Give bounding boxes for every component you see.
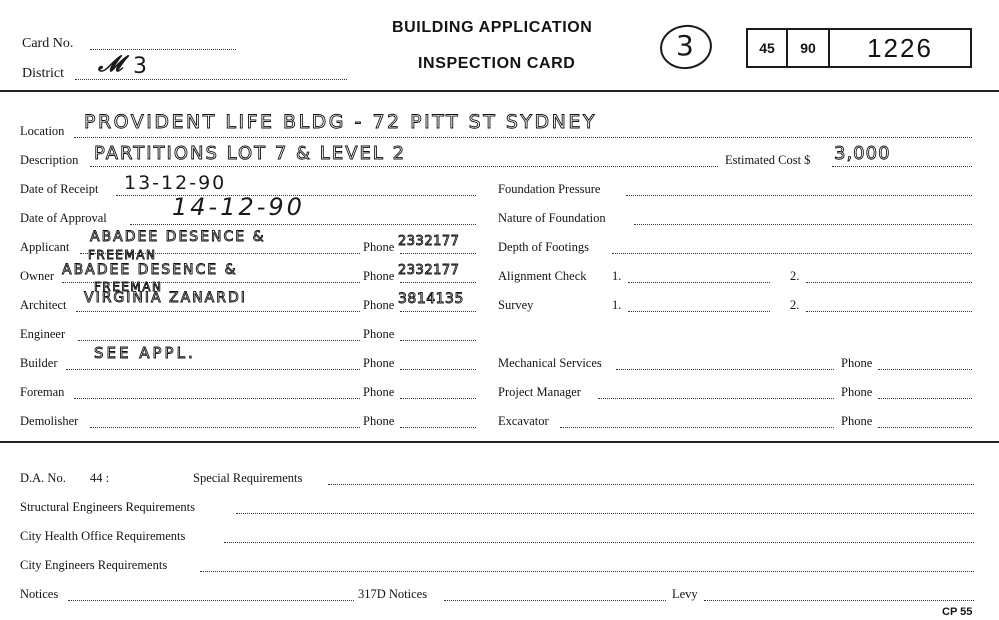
owner-phone-label: Phone [363, 269, 395, 283]
estimated-cost-field[interactable] [832, 166, 972, 167]
box-code-2: 90 [788, 30, 830, 66]
owner-value-line2: FREEMAN [94, 280, 163, 294]
demolisher-field[interactable] [90, 427, 360, 428]
nature-of-foundation-label: Nature of Foundation [498, 211, 606, 225]
applicant-value-line2: FREEMAN [88, 248, 157, 262]
survey-num-2: 2. [790, 298, 800, 312]
date-of-receipt-value: 13-12-90 [124, 172, 227, 194]
architect-label: Architect [20, 298, 67, 312]
alignment-check-num-2: 2. [790, 269, 800, 283]
builder-phone-label: Phone [363, 356, 395, 370]
special-requirements-label: Special Requirements [193, 471, 303, 485]
project-manager-phone-label: Phone [841, 385, 873, 399]
engineer-phone-label: Phone [363, 327, 395, 341]
date-of-receipt-label: Date of Receipt [20, 182, 99, 196]
architect-value: VIRGINIA ZANARDI [84, 290, 247, 306]
depth-of-footings-label: Depth of Footings [498, 240, 589, 254]
alignment-check-field-2[interactable] [806, 282, 972, 283]
district-label: District [22, 66, 64, 81]
architect-field[interactable] [76, 311, 360, 312]
applicant-phone-label: Phone [363, 240, 395, 254]
structural-requirements-field[interactable] [236, 513, 974, 514]
owner-phone-value: 2332177 [398, 263, 460, 278]
notices-317d-field[interactable] [444, 600, 666, 601]
header-divider [0, 90, 999, 92]
section-divider [0, 441, 999, 443]
card-no-label: Card No. [22, 36, 74, 51]
excavator-phone-field[interactable] [878, 427, 972, 428]
engineers-requirements-label: City Engineers Requirements [20, 558, 168, 572]
demolisher-label: Demolisher [20, 414, 79, 428]
applicant-phone-value: 2332177 [398, 234, 460, 249]
district-scribble-mark: 𝓜 [98, 52, 123, 77]
levy-field[interactable] [704, 600, 974, 601]
depth-of-footings-field[interactable] [612, 253, 972, 254]
alignment-check-num-1: 1. [612, 269, 622, 283]
excavator-field[interactable] [560, 427, 834, 428]
applicant-phone-field[interactable] [400, 253, 476, 254]
health-requirements-field[interactable] [224, 542, 974, 543]
notices-field[interactable] [68, 600, 354, 601]
foreman-phone-field[interactable] [400, 398, 476, 399]
notices-label: Notices [20, 587, 59, 601]
demolisher-phone-field[interactable] [400, 427, 476, 428]
foreman-field[interactable] [74, 398, 360, 399]
health-requirements-label: City Health Office Requirements [20, 529, 186, 543]
survey-num-1: 1. [612, 298, 622, 312]
notices-317d-label: 317D Notices [358, 587, 428, 601]
location-label: Location [20, 124, 65, 138]
mechanical-services-phone-field[interactable] [878, 369, 972, 370]
project-manager-phone-field[interactable] [878, 398, 972, 399]
engineer-label: Engineer [20, 327, 66, 341]
box-code-3: 1226 [867, 33, 933, 63]
date-of-approval-field[interactable] [130, 224, 476, 225]
survey-field-1[interactable] [628, 311, 770, 312]
project-manager-label: Project Manager [498, 385, 581, 399]
da-no-label: D.A. No. [20, 471, 66, 485]
excavator-phone-label: Phone [841, 414, 873, 428]
foreman-phone-label: Phone [363, 385, 395, 399]
builder-value: SEE APPL. [94, 344, 196, 362]
circled-number: 3 [676, 29, 694, 62]
architect-phone-field[interactable] [400, 311, 476, 312]
builder-label: Builder [20, 356, 58, 370]
builder-phone-field[interactable] [400, 369, 476, 370]
owner-phone-field[interactable] [400, 282, 476, 283]
card-no-field[interactable] [90, 49, 236, 50]
location-field[interactable] [74, 137, 972, 138]
applicant-label: Applicant [20, 240, 70, 254]
estimated-cost-value: 3,000 [834, 143, 891, 164]
engineer-field[interactable] [78, 340, 360, 341]
engineers-requirements-field[interactable] [200, 571, 974, 572]
card-number-box [746, 28, 972, 68]
location-value: PROVIDENT LIFE BLDG - 72 PITT ST SYDNEY [84, 111, 597, 133]
survey-field-2[interactable] [806, 311, 972, 312]
architect-phone-value: 3814135 [398, 291, 464, 307]
foreman-label: Foreman [20, 385, 65, 399]
excavator-label: Excavator [498, 414, 549, 428]
form-title-line1: BUILDING APPLICATION [392, 19, 593, 36]
survey-label: Survey [498, 298, 534, 312]
mechanical-services-phone-label: Phone [841, 356, 873, 370]
mechanical-services-label: Mechanical Services [498, 356, 602, 370]
box-code-1: 45 [748, 30, 788, 66]
mechanical-services-field[interactable] [616, 369, 834, 370]
owner-label: Owner [20, 269, 55, 283]
date-of-approval-value: 14-12-90 [172, 193, 305, 221]
foundation-pressure-field[interactable] [626, 195, 972, 196]
project-manager-field[interactable] [598, 398, 834, 399]
foundation-pressure-label: Foundation Pressure [498, 182, 601, 196]
architect-phone-label: Phone [363, 298, 395, 312]
engineer-phone-field[interactable] [400, 340, 476, 341]
nature-of-foundation-field[interactable] [634, 224, 972, 225]
da-no-value: 44 : [90, 471, 110, 485]
applicant-value-line1: ABADEE DESENCE & [90, 229, 266, 245]
description-label: Description [20, 153, 79, 167]
description-value: PARTITIONS LOT 7 & LEVEL 2 [94, 143, 407, 164]
levy-label: Levy [672, 587, 698, 601]
alignment-check-field-1[interactable] [628, 282, 770, 283]
description-field[interactable] [90, 166, 718, 167]
district-value: 3 [133, 54, 147, 79]
demolisher-phone-label: Phone [363, 414, 395, 428]
form-code: CP 55 [942, 606, 973, 618]
form-title-line2: INSPECTION CARD [418, 55, 576, 72]
builder-field[interactable] [66, 369, 360, 370]
estimated-cost-label: Estimated Cost $ [725, 153, 811, 167]
district-field[interactable] [75, 79, 347, 80]
date-of-approval-label: Date of Approval [20, 211, 107, 225]
special-requirements-field[interactable] [328, 484, 974, 485]
owner-value-line1: ABADEE DESENCE & [62, 262, 238, 278]
structural-requirements-label: Structural Engineers Requirements [20, 500, 195, 514]
alignment-check-label: Alignment Check [498, 269, 587, 283]
